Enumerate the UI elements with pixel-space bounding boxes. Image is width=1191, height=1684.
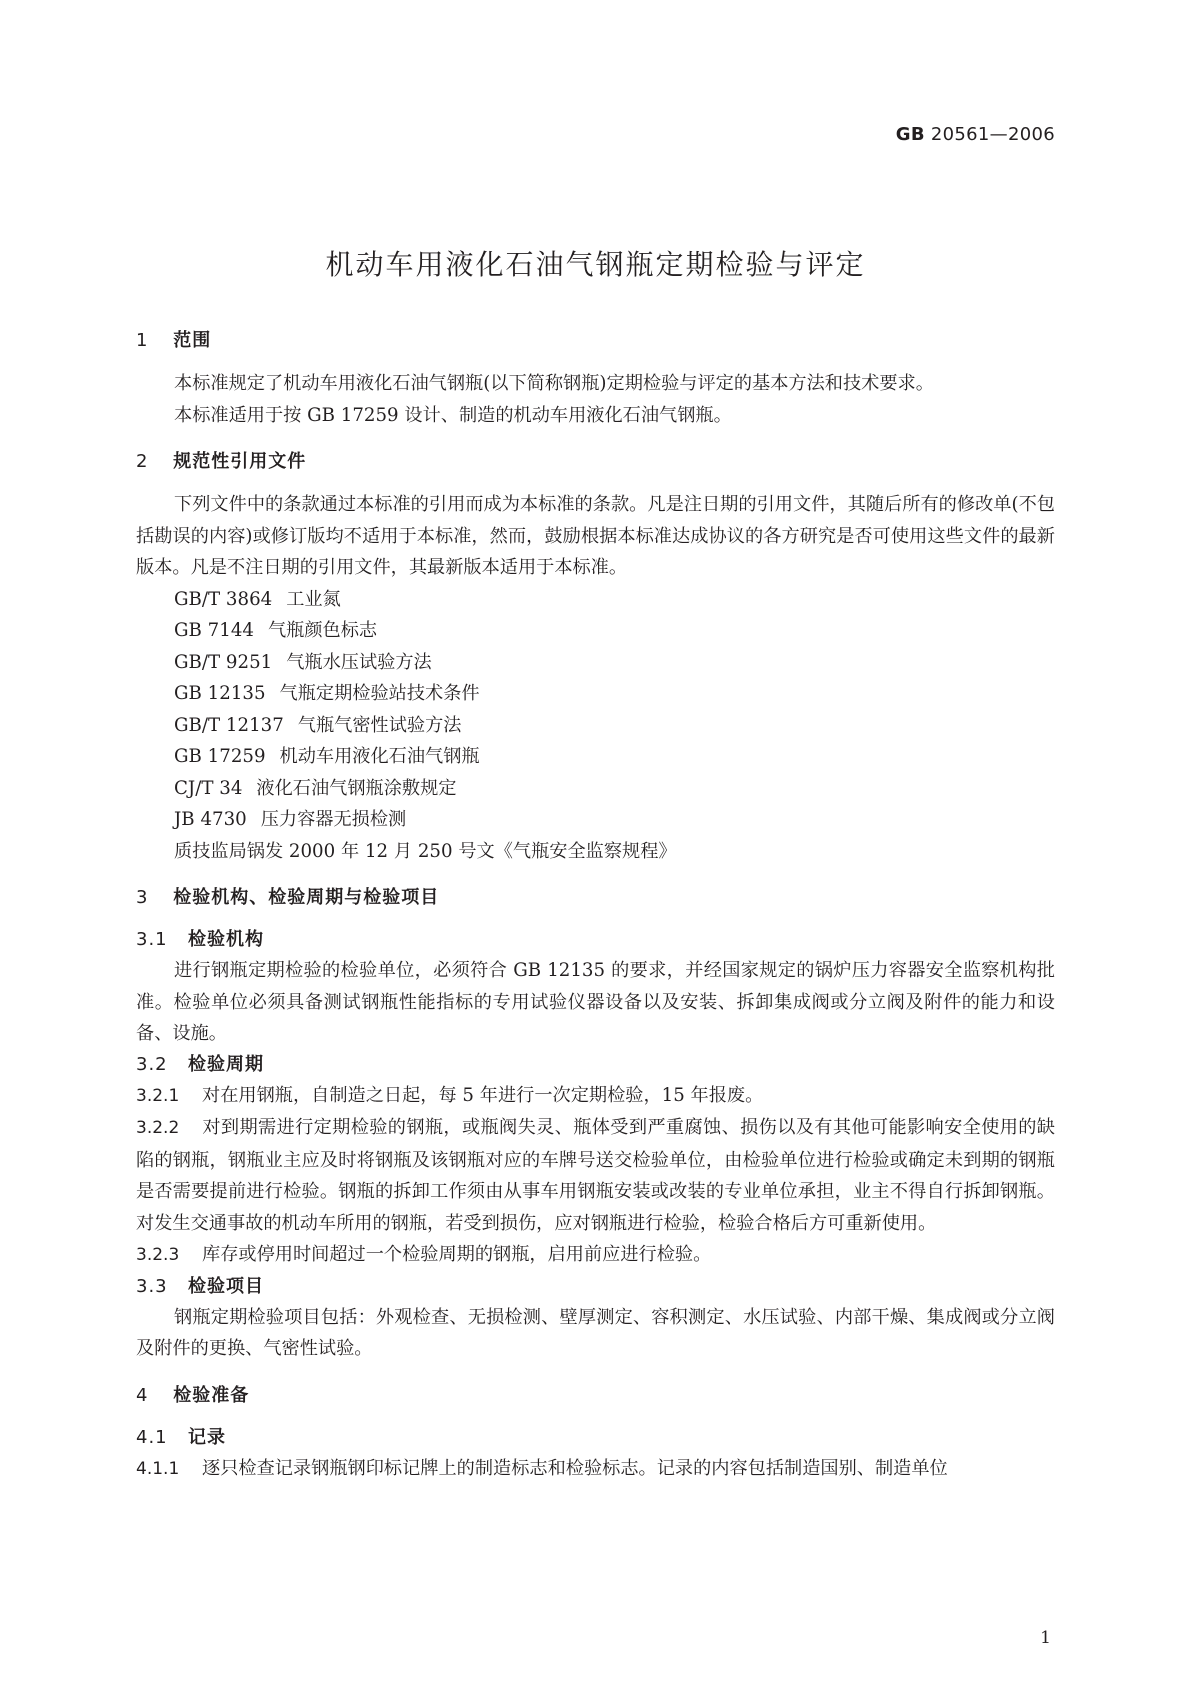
reference-item: GB 7144 气瓶颜色标志 [174,620,378,641]
section-1-paragraph-2: 本标准适用于按 GB 17259 设计、制造的机动车用液化石油气钢瓶。 [174,404,732,426]
document-body [136,320,1055,1485]
reference-item: GB 12135 气瓶定期检验站技术条件 [174,683,480,704]
reference-list [136,584,1055,868]
reference-item: GB/T 9251 气瓶水压试验方法 [174,651,432,673]
section-3-2-heading: 3.2 检验周期 [136,1053,264,1075]
section-4-1-heading: 4.1 记录 [136,1426,226,1448]
section-3-heading: 3 检验机构、检验周期与检验项目 [136,887,440,908]
standard-prefix: GB [895,124,925,145]
section-4-heading: 4 检验准备 [136,1384,250,1406]
clause-3-2-1: 3.2.1 对在用钢瓶，自制造之日起，每 5 年进行一次定期检验，15 年报废。 [136,1084,764,1106]
page-number: 1 [1040,1628,1051,1648]
reference-item: JB 4730 压力容器无损检测 [174,809,407,830]
section-3-1-heading: 3.1 检验机构 [136,929,264,950]
clause-3-2-3: 3.2.3 库存或停用时间超过一个检验周期的钢瓶，启用前应进行检验。 [136,1244,712,1265]
section-2-paragraph-1: 下列文件中的条款通过本标准的引用而成为本标准的条款。凡是注日期的引用文件，其随后所有的修改单(不包括勘误的内容)或修订版均不适用于本标准，然而，鼓励根据本标准达成协议的各方研究是否可使用这些文件的最新版本。凡是不注日期的引用文件，其最新版本适用于本标准。 [136,494,1055,578]
section-3-3-paragraph: 钢瓶定期检验项目包括：外观检查、无损检测、壁厚测定、容积测定、水压试验、内部干燥、集成阀或分立阀及附件的更换、气密性试验。 [136,1306,1055,1359]
section-3-1-paragraph: 进行钢瓶定期检验的检验单位，必须符合 GB 12135 的要求，并经国家规定的锅炉压力容器安全监察机构批准。检验单位必须具备测试钢瓶性能指标的专用试验仪器设备以及安装、拆卸集成阀或分立阀及附件的能力和设备、设施。 [136,960,1055,1044]
section-1-paragraph-1: 本标准规定了机动车用液化石油气钢瓶(以下简称钢瓶)定期检验与评定的基本方法和技术要求。 [174,373,934,394]
reference-item: GB/T 12137 气瓶气密性试验方法 [174,714,462,736]
reference-item: GB/T 3864 工业氮 [174,588,341,610]
standard-number [896,124,1055,145]
clause-4-1-1: 4.1.1 逐只检查记录钢瓶钢印标记牌上的制造标志和检验标志。记录的内容包括制造国别、制造单位 [136,1457,948,1479]
reference-item-regulation: 质技监局锅发 2000 年 12 月 250 号文《气瓶安全监察规程》 [174,840,677,862]
clause-3-2-2: 3.2.2 对到期需进行定期检验的钢瓶，或瓶阀失灵、瓶体受到严重腐蚀、损伤以及有其他可能影响安全使用的缺陷的钢瓶，钢瓶业主应及时将钢瓶及该钢瓶对应的车牌号送交检验单位，由检验单位进行检验或确定未到期的钢瓶是否需要提前进行检验。钢瓶的拆卸工作须由从事车用钢瓶安装或改装的专业单位承担，业主不得自行拆卸钢瓶。对发生交通事故的机动车所用的钢瓶，若受到损伤，应对钢瓶进行检验，检验合格后方可重新使用。 [136,1117,1055,1234]
standard-code: 20561—2006 [930,124,1055,145]
reference-item: CJ/T 34 液化石油气钢瓶涂敷规定 [174,777,457,799]
section-3-3-heading: 3.3 检验项目 [136,1275,264,1297]
section-1-heading: 1 范围 [136,330,212,351]
reference-item: GB 17259 机动车用液化石油气钢瓶 [174,746,480,767]
section-2-heading: 2 规范性引用文件 [136,451,307,472]
document-title: 机动车用液化石油气钢瓶定期检验与评定 [325,247,866,281]
